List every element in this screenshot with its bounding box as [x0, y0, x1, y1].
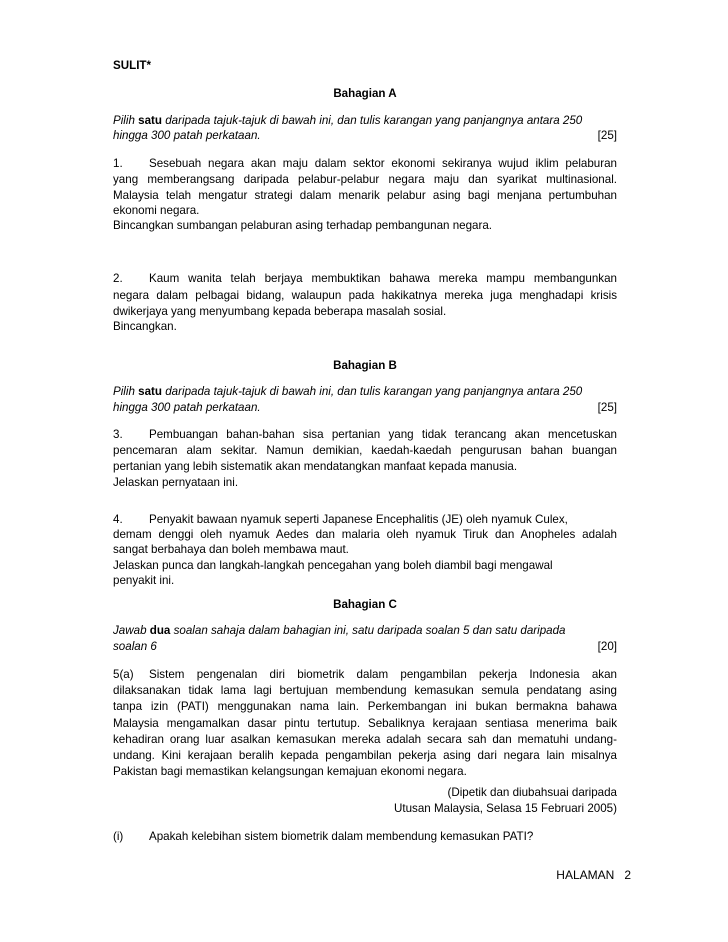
- question-1: 1. Sesebuah negara akan maju dalam sektor ekonomi sekiranya wujud iklim pelaburan: [113, 157, 617, 170]
- question-4-line: penyakit ini.: [113, 574, 175, 587]
- question-5a-line: tanpa izin (PATI) menggunakan nama lain. Perkembangan ini bukan bermakna bahawa: [113, 700, 617, 713]
- question-3-line: pencemaran alam sekitar. Namun demikian, kaedah-kaedah pengurusan bahan buangan: [113, 444, 617, 457]
- question-5a-i: (i) Apakah kelebihan sistem biometrik dalam membendung kemasukan PATI?: [113, 830, 534, 843]
- question-2: 2. Kaum wanita telah berjaya membuktikan bahawa mereka mampu membangunkan: [113, 272, 617, 285]
- question-1-line: yang memberangsang daripada pelabur-pelabur negara maju dan syarikat multinasional.: [113, 173, 617, 186]
- question-2-line: Bincangkan.: [113, 320, 177, 333]
- question-4-line: demam denggi oleh nyamuk Aedes dan malaria oleh nyamuk Tiruk dan Anopheles adalah: [113, 528, 617, 541]
- question-1-line: Bincangkan sumbangan pelaburan asing terhadap pembangunan negara.: [113, 219, 493, 232]
- question-5a-line: Pakistan bagi memastikan kelangsungan kemajuan ekonomi negara.: [113, 765, 467, 778]
- classification-label: SULIT*: [113, 59, 152, 72]
- section-b-instruction: Pilih satu daripada tajuk-tajuk di bawah ini, dan tulis karangan yang panjangnya antara 250: [113, 385, 583, 398]
- question-5a-line: dilaksanakan tidak lama lagi bertujuan membendung kemasukan semula pendatang asing: [113, 684, 617, 697]
- question-2-line: dwikerjaya yang menyumbang kepada beberapa masalah sosial.: [113, 305, 447, 318]
- question-3: 3. Pembuangan bahan-bahan sisa pertanian yang tidak terancang akan mencetuskan: [113, 428, 617, 441]
- page-number: 2: [624, 868, 631, 882]
- section-a-instruction-2: hingga 300 patah perkataan.: [113, 129, 261, 142]
- page-footer: [546, 868, 631, 882]
- section-c-title: Bahagian C: [333, 598, 397, 611]
- question-2-line: negara dalam pelbagai bidang, walaupun pada hakikatnya mereka juga menghadapi krisis: [113, 289, 617, 302]
- question-5a-line: undang. Kini kerajaan beralih kepada pengambilan pekerja asing dari negara lain misalnya: [113, 749, 617, 762]
- section-c-marks: [20]: [597, 640, 617, 653]
- section-a-title: Bahagian A: [333, 87, 397, 100]
- section-a-instruction: Pilih satu daripada tajuk-tajuk di bawah ini, dan tulis karangan yang panjangnya antara 250: [113, 114, 583, 127]
- question-5a-line: kehadiran orang luar asalkan kemasukan mereka adalah secara sah dan mematuhi undang-: [113, 733, 617, 746]
- question-3-line: Jelaskan pernyataan ini.: [113, 476, 239, 489]
- question-4: 4. Penyakit bawaan nyamuk seperti Japanese Encephalitis (JE) oleh nyamuk Culex,: [113, 513, 568, 526]
- source-line-1: (Dipetik dan diubahsuai daripada: [447, 786, 617, 799]
- question-4-line: sangat berbahaya dan boleh membawa maut.: [113, 543, 349, 556]
- question-4-line: Jelaskan punca dan langkah-langkah pencegahan yang boleh diambil bagi mengawal: [113, 559, 553, 572]
- section-c-instruction-2: soalan 6: [113, 640, 157, 653]
- section-b-instruction-2: hingga 300 patah perkataan.: [113, 401, 261, 414]
- question-3-line: pertanian yang lebih sistematik akan mendatangkan manfaat kepada manusia.: [113, 460, 518, 473]
- question-5a: 5(a) Sistem pengenalan diri biometrik dalam pengambilan pekerja Indonesia akan: [113, 668, 617, 681]
- source-line-2: Utusan Malaysia, Selasa 15 Februari 2005): [394, 802, 617, 815]
- question-5a-line: Malaysia mengamalkan dasar pintu tertutup. Sebaliknya kerajaan sentiasa menerima baik: [113, 717, 617, 730]
- section-a-marks: [25]: [597, 129, 617, 142]
- question-1-line: ekonomi negara.: [113, 204, 200, 217]
- section-b-title: Bahagian B: [333, 359, 397, 372]
- question-1-line: Malaysia telah mengatur strategi dalam menarik pelabur asing bagi menjana pertumbuhan: [113, 189, 617, 202]
- footer-label: HALAMAN: [556, 868, 615, 882]
- section-b-marks: [25]: [597, 401, 617, 414]
- section-c-instruction: Jawab dua soalan sahaja dalam bahagian ini, satu daripada soalan 5 dan satu daripada: [113, 624, 566, 637]
